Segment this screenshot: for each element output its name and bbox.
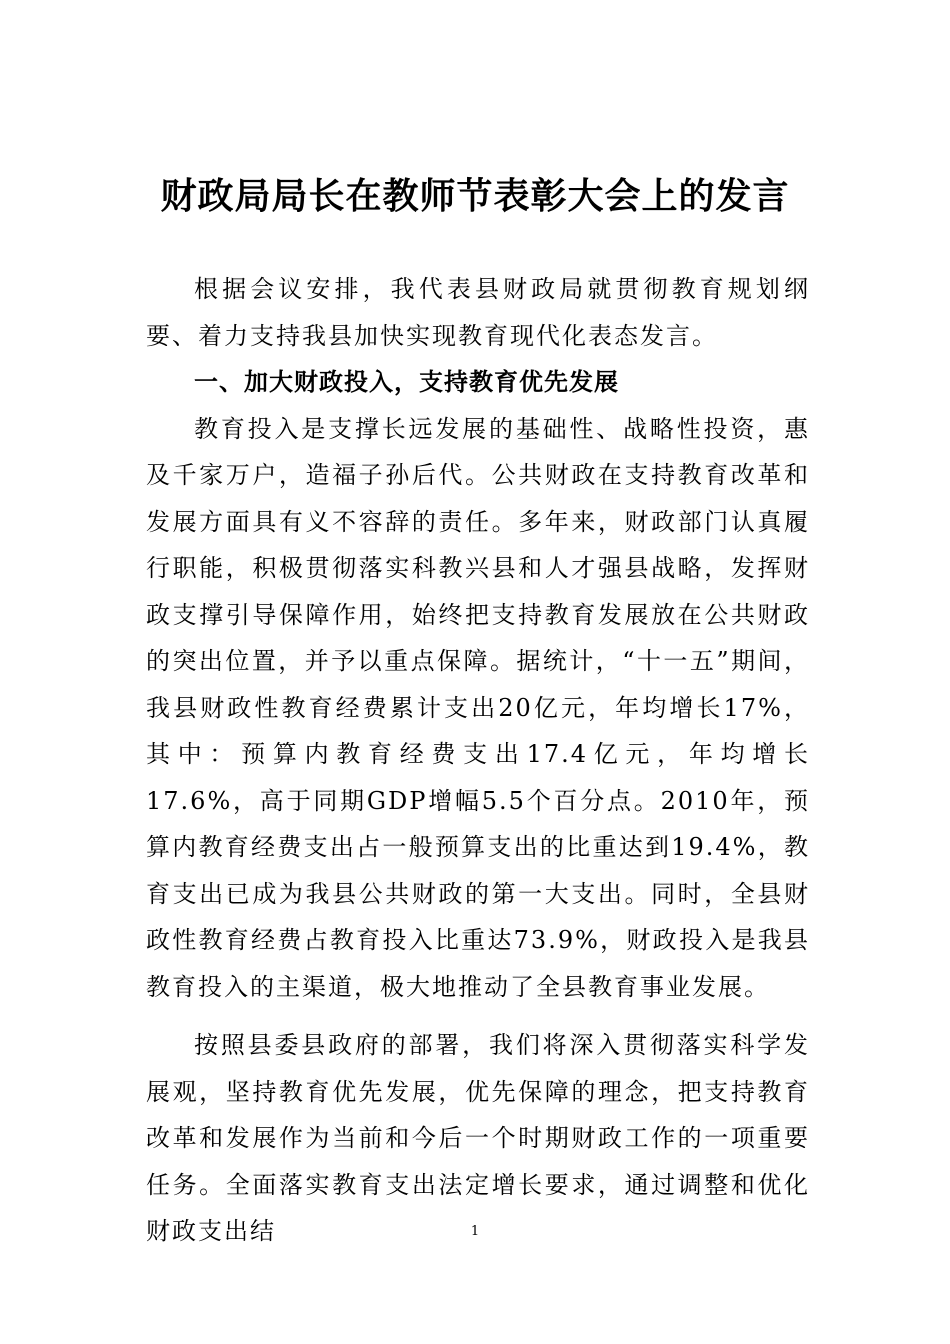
document-body <box>146 266 810 1255</box>
body-paragraph-2: 按照县委县政府的部署，我们将深入贯彻落实科学发展观，坚持教育优先发展，优先保障的理念，把支持教育改革和发展作为当前和今后一个时期财政工作的一项重要任务。全面落实教育支出法定增长要求，通过调整和优化财政支出结 <box>146 1031 810 1245</box>
body-paragraph-1: 教育投入是支撑长远发展的基础性、战略性投资，惠及千家万户，造福子孙后代。公共财政在支持教育改革和发展方面具有义不容辞的责任。多年来，财政部门认真履行职能，积极贯彻落实科教兴县和人才强县战略，发挥财政支撑引导保障作用，始终把支持教育发展放在公共财政的突出位置，并予以重点保障。据统计，“十一五”期间，我县财政性教育经费累计支出20亿元，年均增长17%，其中：预算内教育经费支出17.4亿元，年均增长17.6%，高于同期GDP增幅5.5个百分点。2010年，预算内教育经费支出占一般预算支出的比重达到19.4%，教育支出已成为我县公共财政的第一大支出。同时，全县财政性教育经费占教育投入比重达73.9%，财政投入是我县教育投入的主渠道，极大地推动了全县教育事业发展。 <box>146 414 810 1001</box>
section-heading: 一、加大财政投入，支持教育优先发展 <box>194 368 619 396</box>
page-number: 1 <box>470 1224 480 1239</box>
paragraph-spacer <box>146 1010 810 1022</box>
intro-paragraph: 根据会议安排，我代表县财政局就贯彻教育规划纲要、着力支持我县加快实现教育现代化表态发言。 <box>146 275 810 350</box>
document-title: 财政局局长在教师节表彰大会上的发言 <box>160 175 790 217</box>
